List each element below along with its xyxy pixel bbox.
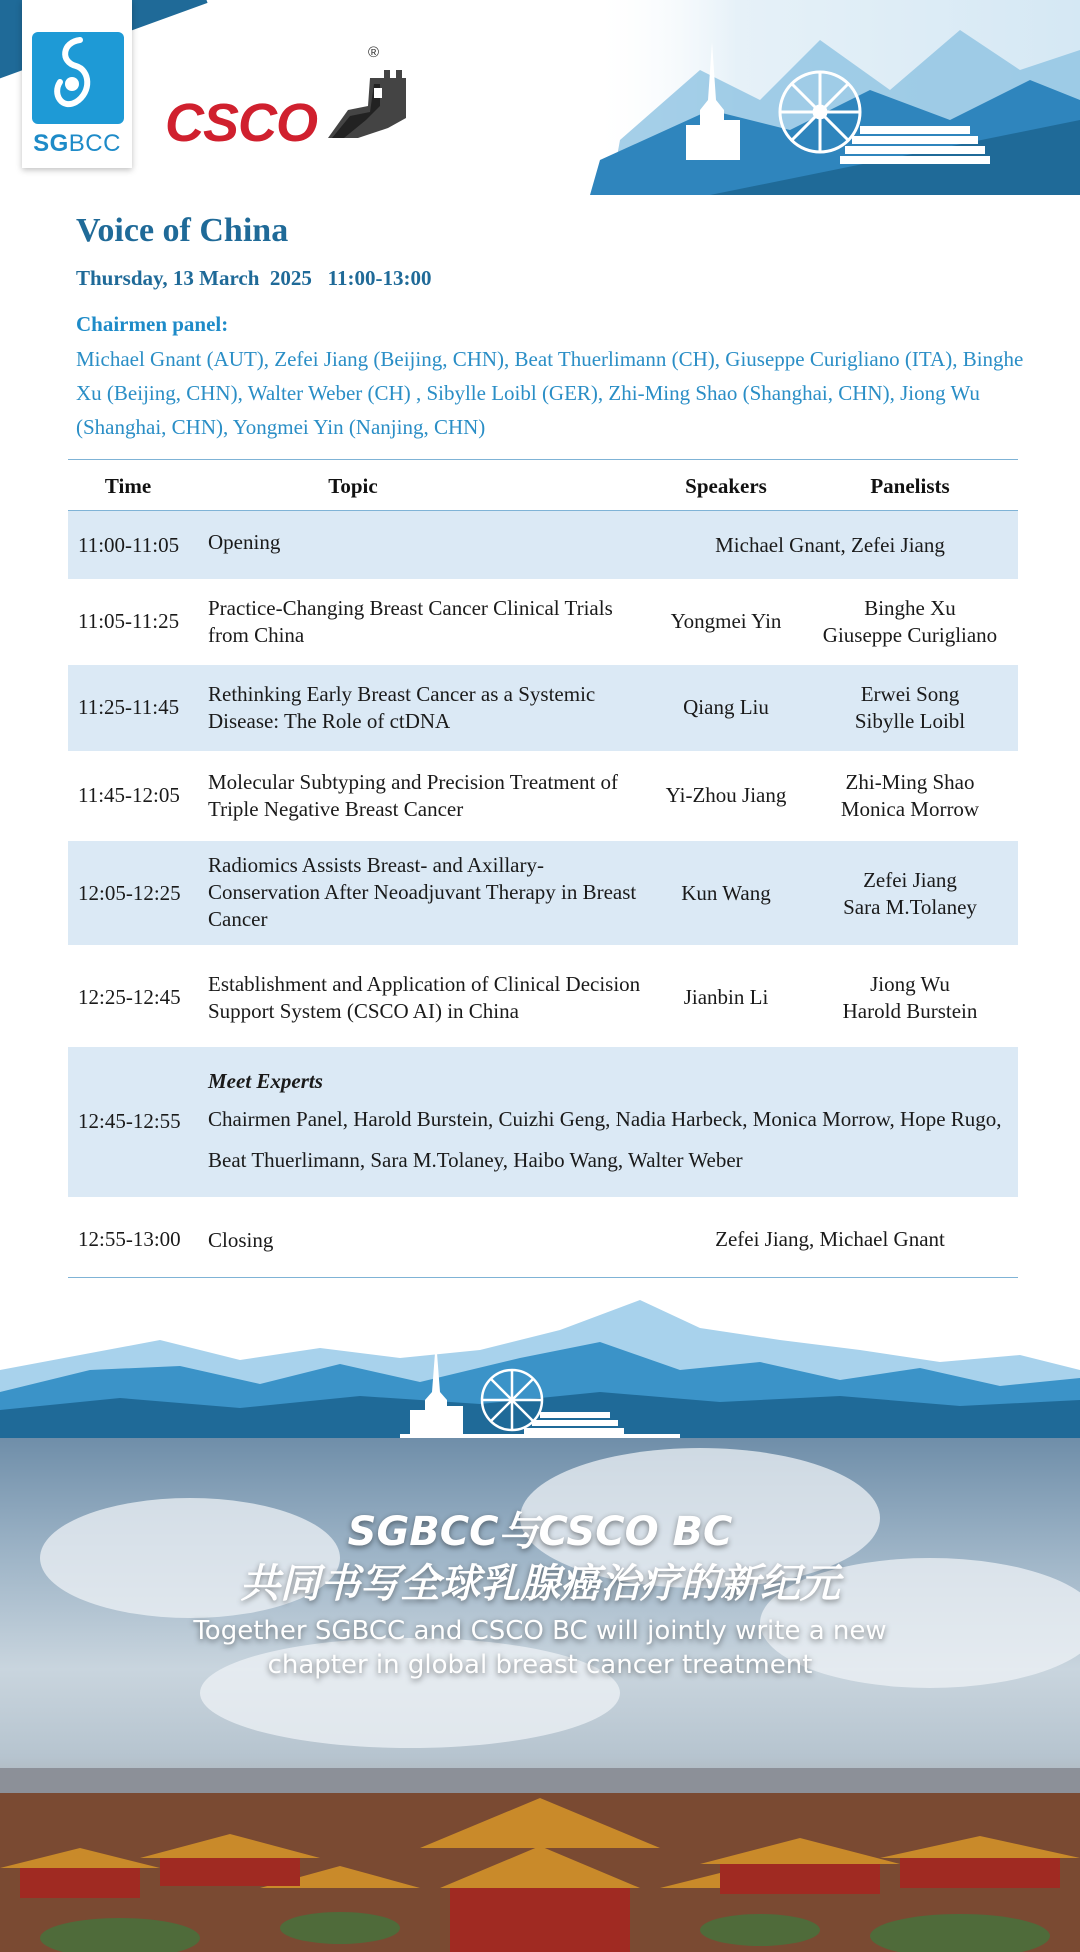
panelist-name: Giuseppe Curigliano — [822, 623, 998, 647]
row-panelists — [810, 595, 1010, 649]
slogan-zh-line1: SGBCC与CSCO BC — [347, 1509, 733, 1555]
row-panelists — [810, 971, 1010, 1025]
row-time: 12:55-13:00 — [78, 1227, 181, 1251]
row-topic: Closing — [208, 1228, 274, 1252]
row-panelists — [810, 769, 1010, 823]
table-header — [68, 459, 1018, 511]
row-topic: Molecular Subtyping and Precision Treatment of Triple Negative Breast Cancer — [208, 770, 619, 821]
row-time: 11:45-12:05 — [78, 783, 180, 807]
table-row — [68, 751, 1018, 841]
panelist-name: Monica Morrow — [840, 797, 980, 821]
meet-experts-title: Meet Experts — [208, 1069, 323, 1093]
mountain-landmark-strip — [0, 1300, 1080, 1440]
slogan-en-line1: Together SGBCC and CSCO BC will jointly write a new — [193, 1616, 887, 1646]
sgbcc-logo-text — [22, 130, 132, 158]
row-speaker: Qiang Liu — [683, 695, 769, 719]
row-speaker: Jianbin Li — [683, 985, 769, 1009]
session-date-time: Thursday, 13 March 2025 11:00-13:00 — [76, 266, 432, 290]
panelist-name: Zhi-Ming Shao — [845, 770, 975, 794]
row-time: 12:25-12:45 — [78, 985, 181, 1009]
sgbcc-logo — [22, 0, 132, 168]
row-topic: Establishment and Application of Clinical Decision Support System (CSCO AI) in China — [208, 972, 641, 1023]
panelist-name: Sara M.Tolaney — [843, 895, 977, 919]
row-time: 11:25-11:45 — [78, 695, 180, 719]
row-speaker: Yongmei Yin — [670, 609, 782, 633]
panelist-name: Jiong Wu — [870, 972, 950, 996]
session-title: Voice of China — [76, 212, 289, 249]
table-bottom-rule — [68, 1277, 1018, 1278]
table-row — [68, 1047, 1018, 1197]
chairmen-label: Chairmen panel: — [76, 312, 229, 336]
table-row — [68, 945, 1018, 1047]
row-time: 12:05-12:25 — [78, 881, 181, 905]
header-speakers: Speakers — [685, 474, 767, 498]
forbidden-city-photo — [0, 1438, 1080, 1952]
registered-mark: ® — [368, 44, 380, 61]
table-row — [68, 579, 1018, 665]
row-panelists — [810, 867, 1010, 921]
sgbcc-logo-bcc: BCC — [68, 130, 121, 157]
header-time: Time — [104, 474, 152, 498]
panelist-name: Harold Burstein — [842, 999, 978, 1023]
header-landmark-scene — [590, 0, 1080, 195]
sgbcc-logo-icon — [32, 32, 124, 124]
table-row — [68, 1197, 1018, 1277]
row-topic: Rethinking Early Breast Cancer as a Systemic Disease: The Role of ctDNA — [208, 682, 596, 733]
panelist-name: Erwei Song — [860, 682, 960, 706]
row-speakers-panelists: Zefei Jiang, Michael Gnant — [715, 1227, 945, 1251]
sgbcc-logo-sg: SG — [33, 130, 69, 157]
row-panelists — [810, 681, 1010, 735]
chairmen-names: Michael Gnant (AUT), Zefei Jiang (Beijing, CHN), Beat Thuerlimann (CH), Giuseppe Curigliano (ITA), Binghe Xu (Beijing, CHN), Walter Weber (CH) , Sibylle Loibl (GER), Zhi-Ming Shao (Shanghai, CHN), Jiong Wu (Shanghai, CHN), Yongmei Yin (Nanjing, CHN) — [76, 347, 1024, 439]
table-row — [68, 841, 1018, 945]
slogan-en-line2: chapter in global breast cancer treatment — [267, 1650, 813, 1680]
header-topic: Topic — [328, 474, 378, 498]
table-row — [68, 511, 1018, 579]
row-time: 11:00-11:05 — [78, 533, 180, 557]
table-row — [68, 665, 1018, 751]
panelist-name: Binghe Xu — [864, 596, 956, 620]
great-wall-icon — [318, 48, 413, 143]
row-speakers-panelists: Michael Gnant, Zefei Jiang — [715, 533, 945, 557]
program-table — [68, 459, 1018, 1278]
header-banner — [0, 0, 1080, 200]
slogan-zh-line2: 共同书写全球乳腺癌治疗的新纪元 — [240, 1561, 840, 1607]
row-topic: Practice-Changing Breast Cancer Clinical Trials from China — [208, 596, 613, 647]
row-speaker: Yi-Zhou Jiang — [665, 783, 787, 807]
header-panelists: Panelists — [870, 474, 950, 498]
row-topic: Opening — [208, 530, 281, 554]
row-time: 12:45-12:55 — [78, 1109, 181, 1133]
row-speaker: Kun Wang — [681, 881, 771, 905]
panelist-name: Zefei Jiang — [863, 868, 957, 892]
meet-experts-list: Chairmen Panel, Harold Burstein, Cuizhi Geng, Nadia Harbeck, Monica Morrow, Hope Rugo, Beat Thuerlimann, Sara M.Tolaney, Haibo Wang, Walter Weber — [208, 1107, 1002, 1172]
panelist-name: Sibylle Loibl — [854, 709, 966, 733]
palace-rooftops-illustration — [0, 1738, 1080, 1952]
row-time: 11:05-11:25 — [78, 609, 180, 633]
csco-logo-text: CSCO — [165, 93, 318, 153]
row-topic: Radiomics Assists Breast- and Axillary-Conservation After Neoadjuvant Therapy in Breast Cancer — [208, 853, 637, 931]
